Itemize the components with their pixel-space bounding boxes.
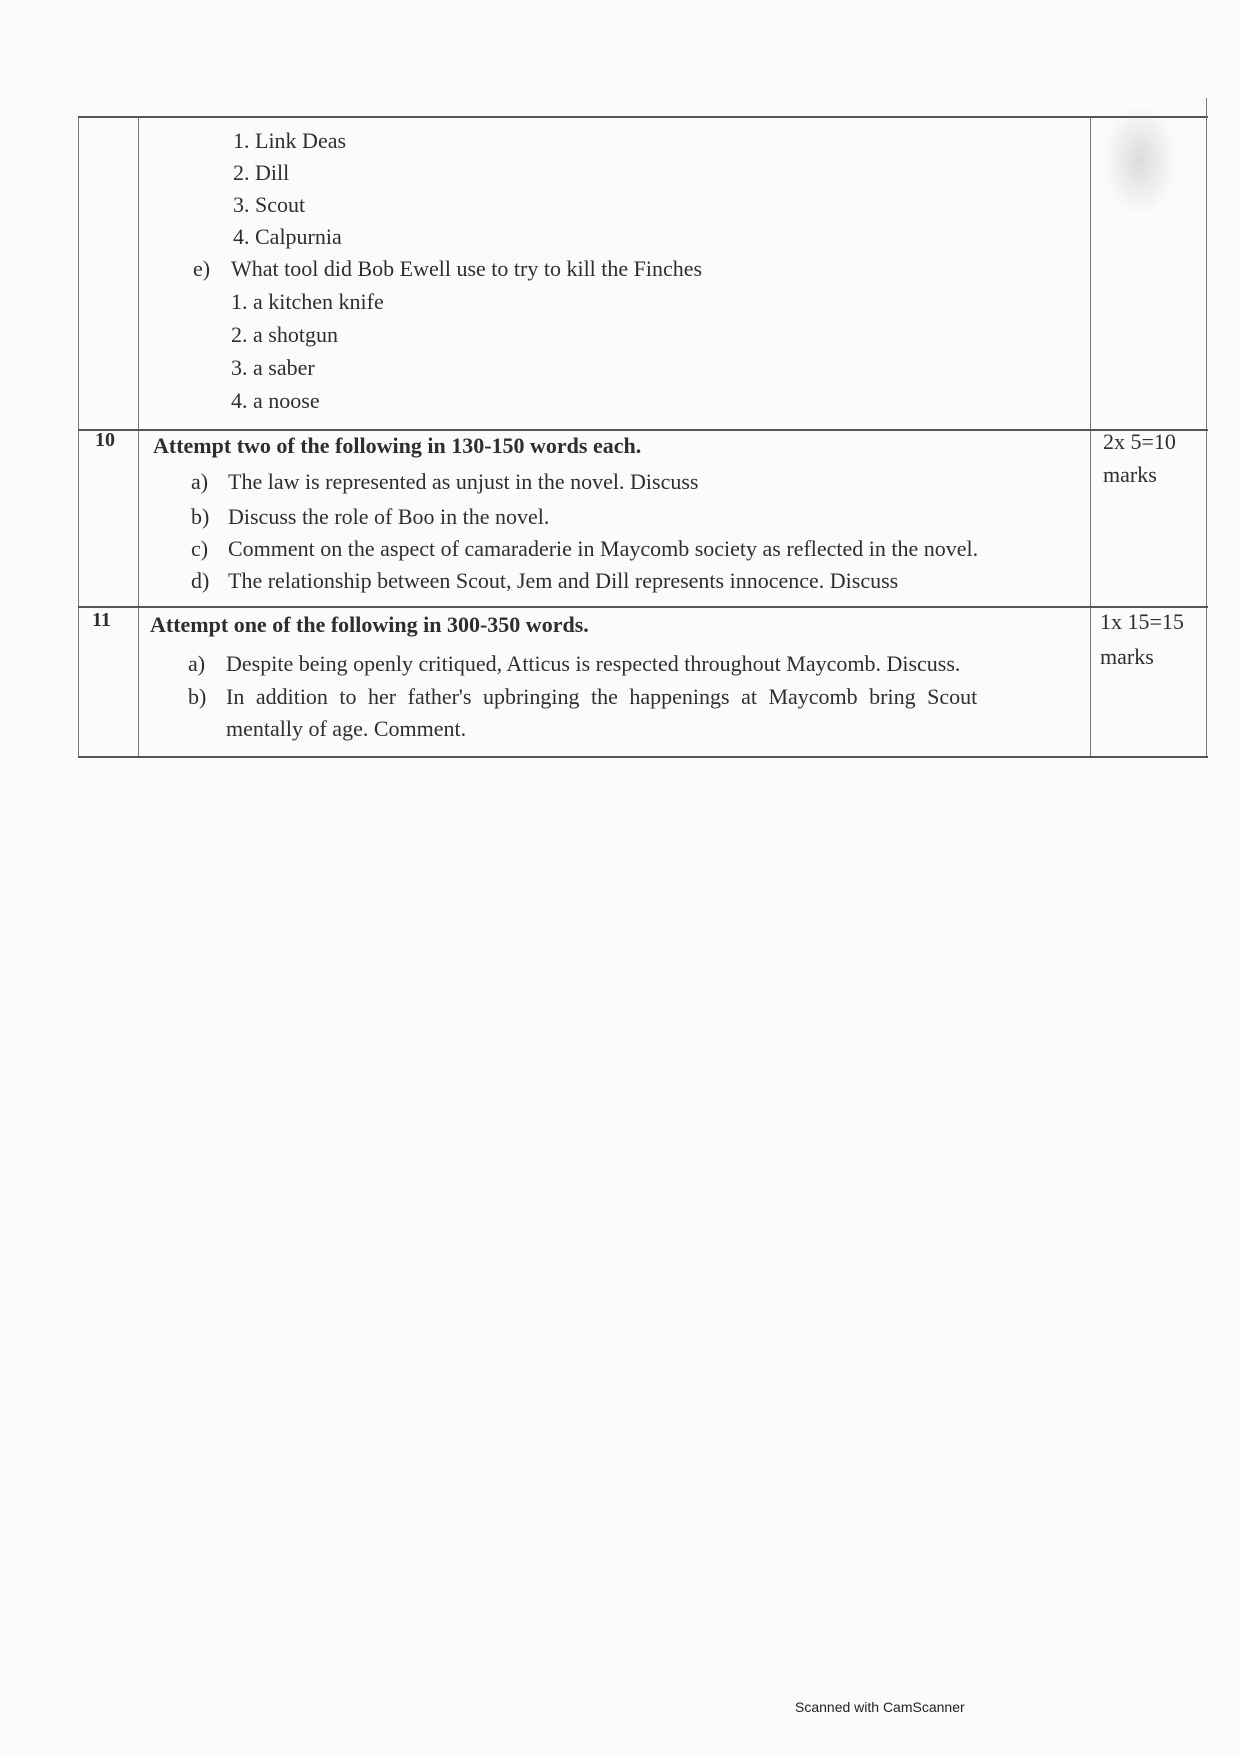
item-label: b) — [188, 684, 207, 709]
item-label: c) — [191, 536, 209, 561]
item-label: d) — [191, 568, 210, 593]
item-text: In addition to her father's upbringing the happenings at Maycomb bring Scout — [226, 684, 978, 709]
option-item: 2. a shotgun — [231, 322, 338, 347]
table-border-left — [78, 118, 79, 756]
option-item: 1. a kitchen knife — [231, 289, 384, 314]
row-divider-q11 — [78, 606, 1208, 608]
marks-label: marks — [1100, 644, 1154, 669]
table-divider-marks — [1090, 118, 1091, 756]
item-text: Discuss the role of Boo in the novel. — [228, 504, 550, 529]
question-heading: Attempt two of the following in 130-150 words each. — [153, 433, 642, 458]
item-text: The relationship between Scout, Jem and Dill represents innocence. Discuss — [228, 568, 899, 593]
question-heading: Attempt one of the following in 300-350 words. — [150, 612, 589, 637]
option-item: 4. a noose — [231, 388, 320, 413]
table-divider-number — [138, 118, 139, 756]
marks-label: marks — [1103, 462, 1157, 487]
row-divider-q10 — [78, 429, 1208, 431]
marks-value: 1x 15=15 — [1100, 609, 1184, 634]
item-label: b) — [191, 504, 210, 529]
item-text: Despite being openly critiqued, Atticus is respected throughout Maycomb. Discuss. — [226, 651, 961, 676]
item-text: The law is represented as unjust in the novel. Discuss — [228, 469, 699, 494]
item-label: a) — [191, 469, 209, 494]
question-text: What tool did Bob Ewell use to try to kill the Finches — [231, 256, 703, 281]
question-label: e) — [193, 256, 211, 281]
option-item: 4. Calpurnia — [233, 224, 342, 249]
scanner-watermark: Scanned with CamScanner — [795, 1699, 965, 1715]
question-number: 10 — [95, 429, 115, 451]
option-item: 1. Link Deas — [233, 128, 347, 153]
item-label: a) — [188, 651, 206, 676]
item-text-continued: mentally of age. Comment. — [226, 716, 467, 741]
option-item: 2. Dill — [233, 160, 290, 185]
option-item: 3. Scout — [233, 192, 306, 217]
marks-value: 2x 5=10 — [1103, 429, 1176, 454]
item-text: Comment on the aspect of camaraderie in Maycomb society as reflected in the novel. — [228, 536, 979, 561]
option-item: 3. a saber — [231, 355, 315, 380]
question-number: 11 — [92, 609, 111, 631]
table-border-right — [1206, 98, 1207, 756]
